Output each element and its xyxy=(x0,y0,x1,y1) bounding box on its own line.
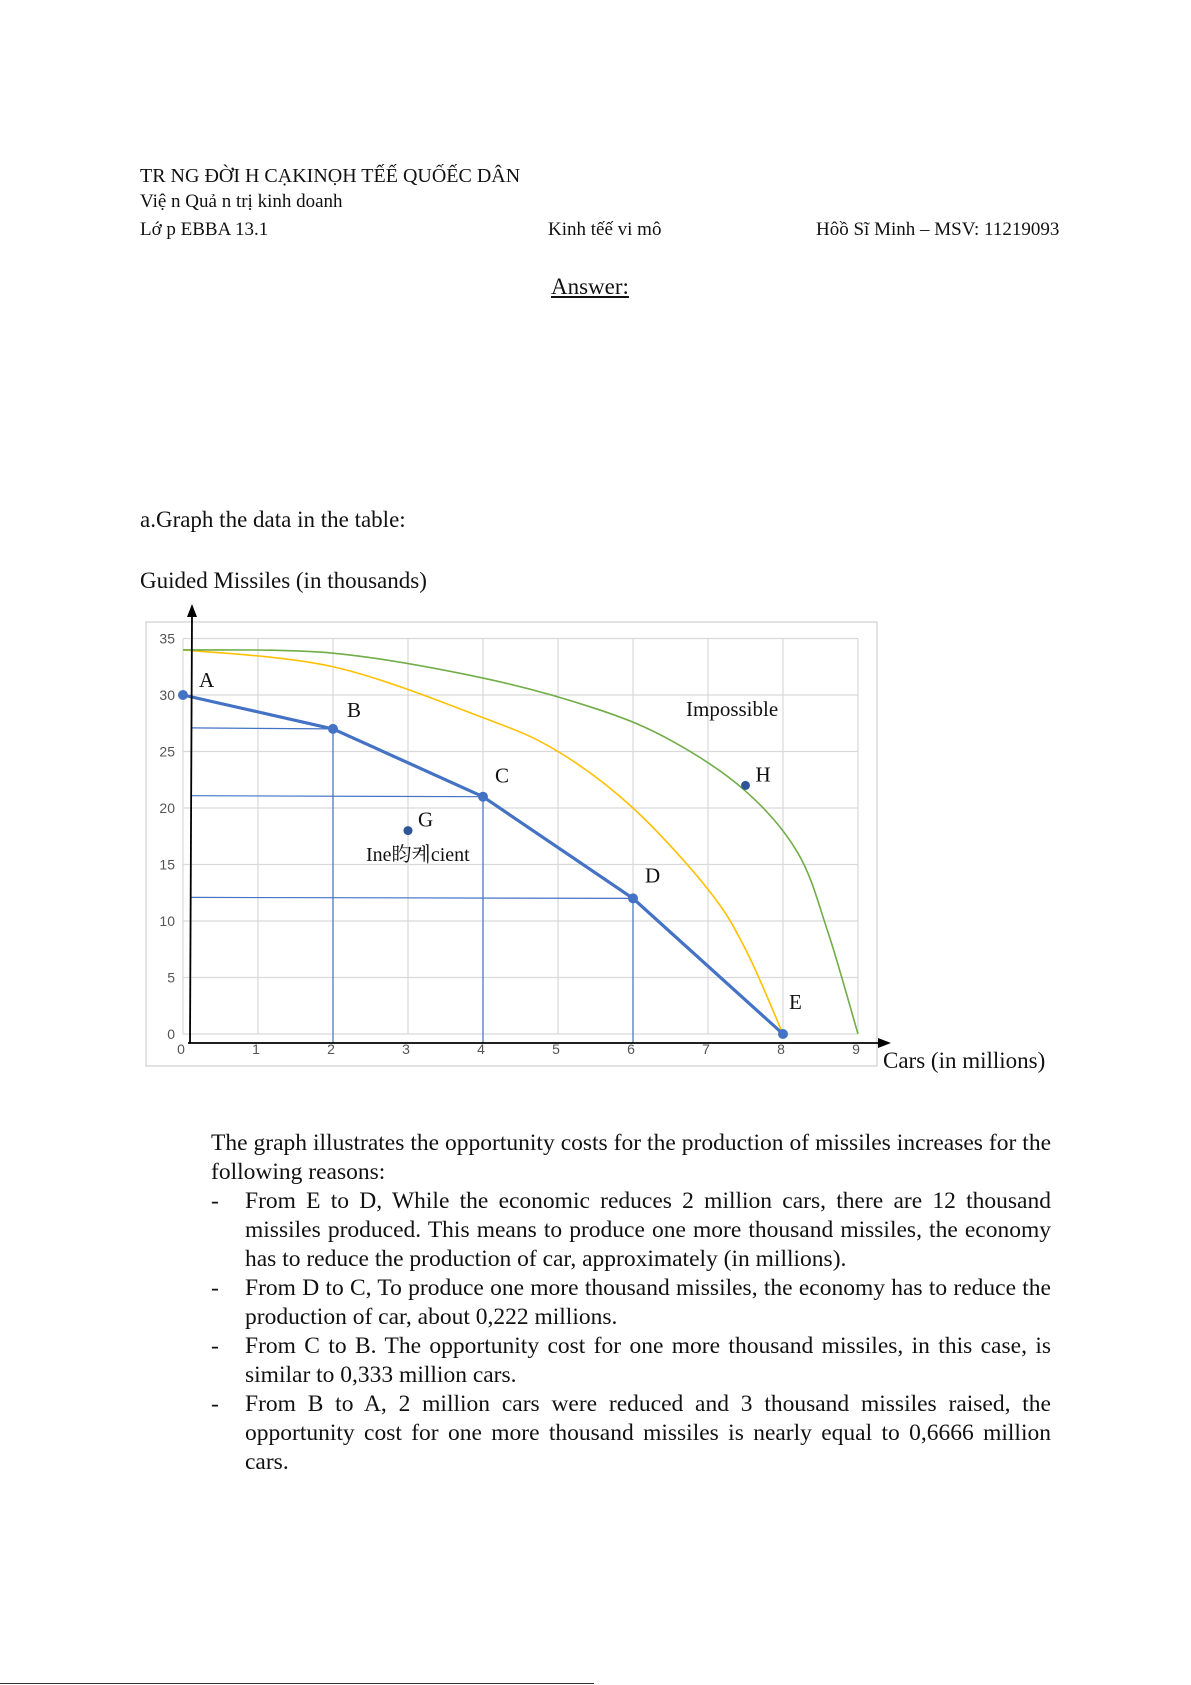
x-tick-label: 1 xyxy=(252,1041,260,1057)
x-tick-label: 3 xyxy=(402,1041,410,1057)
university-name: TR NG ĐỜI H CẠKINỌH TẾẾ QUỐẾC DÂN xyxy=(140,165,521,187)
extra-point xyxy=(741,781,750,790)
reason-item xyxy=(211,1332,1051,1390)
reason-item xyxy=(211,1390,1051,1477)
reason-text: From B to A, 2 million cars were reduced and 3 thousand missiles raised, the opportunity cost for one more thousand missiles is nearly equal to 0,6666 million cars. xyxy=(245,1391,1051,1475)
x-tick-label: 9 xyxy=(852,1041,860,1057)
ppf-point xyxy=(628,893,638,903)
ppf-point xyxy=(178,690,188,700)
reason-item xyxy=(211,1274,1051,1332)
y-tick-label: 0 xyxy=(167,1026,175,1042)
point-label: D xyxy=(645,863,661,888)
ppf-point xyxy=(478,792,488,802)
bullet-dash: - xyxy=(211,1188,219,1214)
x-tick-label: 4 xyxy=(477,1041,485,1057)
x-tick-label: 6 xyxy=(627,1041,635,1057)
bullet-dash: - xyxy=(211,1333,219,1359)
ppf-point xyxy=(778,1029,788,1039)
y-tick-label: 5 xyxy=(167,969,175,986)
point-label: A xyxy=(199,668,215,692)
x-tick-label: 0 xyxy=(177,1041,185,1057)
institute-name: Việ n Quả n trị kinh doanh xyxy=(140,191,343,212)
y-tick-label: 30 xyxy=(159,687,175,703)
reason-text: From C to B. The opportunity cost for one more thousand missiles, in this case, is similar to 0,333 million cars. xyxy=(245,1333,1051,1388)
y-tick-label: 10 xyxy=(159,913,175,929)
point-label: H xyxy=(755,762,771,787)
y-tick-label: 20 xyxy=(159,800,175,816)
extra-point xyxy=(404,826,413,835)
footnote-separator xyxy=(0,1683,594,1684)
impossible-label: Impossible xyxy=(686,697,779,721)
answer-heading: Answer: xyxy=(551,274,629,299)
point-label: C xyxy=(495,763,510,788)
class-name: Lớ p EBBA 13.1 xyxy=(140,219,269,240)
reasons-list xyxy=(211,1187,1051,1477)
y-tick-label: 35 xyxy=(159,630,175,647)
x-tick-label: 7 xyxy=(702,1041,710,1057)
y-tick-label: 25 xyxy=(159,743,175,760)
y-axis-arrow xyxy=(187,604,197,617)
bullet-dash: - xyxy=(211,1391,219,1417)
student-info: Hôồ Sĩ Minh – MSV: 11219093 xyxy=(816,219,1060,240)
x-axis-title: Cars (in millions) xyxy=(883,1048,1046,1073)
reason-text: From E to D, While the economic reduces 2 million cars, there are 12 thousand missiles produced. This means to produce one more thousand missiles, the economy has to reduce the production of car, approximately (in millions). xyxy=(245,1188,1051,1272)
section-a-heading: a.Graph the data in the table: xyxy=(140,507,406,532)
subject-name: Kinh tếế vi mô xyxy=(548,219,662,240)
inefficient-label: Ine盷켸cient xyxy=(366,844,470,866)
bullet-dash: - xyxy=(211,1275,219,1301)
x-tick-label: 8 xyxy=(777,1041,785,1057)
explanation-paragraph: The graph illustrates the opportunity costs for the production of missiles increases for the following reasons: xyxy=(211,1130,1051,1185)
reason-text: From D to C, To produce one more thousand missiles, the economy has to reduce the production of car, about 0,222 millions. xyxy=(245,1275,1051,1330)
reason-item xyxy=(211,1187,1051,1274)
point-label: B xyxy=(347,697,362,722)
ppf-point xyxy=(328,724,338,734)
point-label: G xyxy=(418,807,434,832)
x-axis-arrow xyxy=(878,1038,891,1048)
x-tick-label: 5 xyxy=(552,1041,560,1057)
chart-frame xyxy=(146,622,877,1066)
y-tick-label: 15 xyxy=(159,856,175,873)
point-label: E xyxy=(789,990,802,1014)
x-tick-label: 2 xyxy=(327,1041,335,1057)
y-axis-title: Guided Missiles (in thousands) xyxy=(140,568,427,593)
